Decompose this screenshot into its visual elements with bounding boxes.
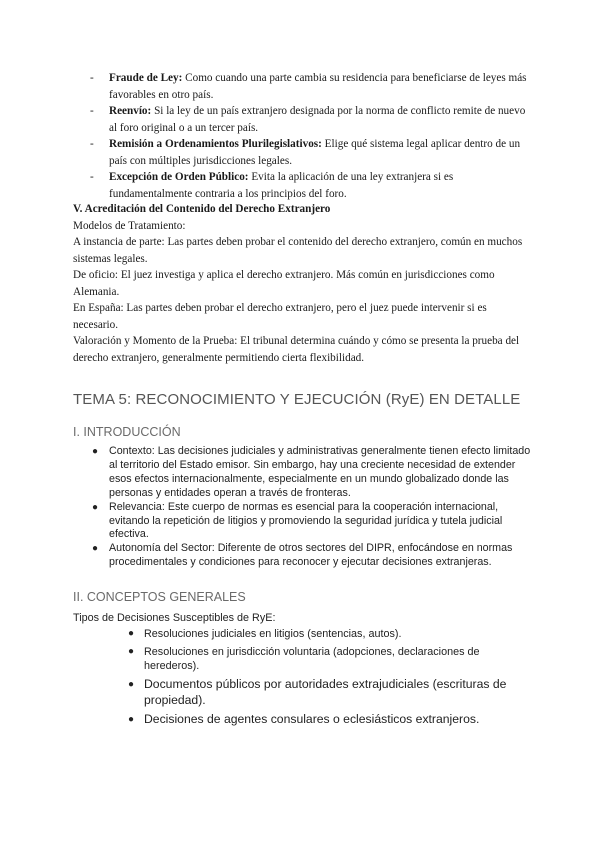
bullet-marker: ● (92, 543, 99, 555)
types-item-documentos (128, 677, 528, 708)
text-remision: Elige qué sistema legal aplicar dentro de un país con múltiples jurisdicciones legales. (109, 138, 521, 167)
dash-marker: - (90, 171, 94, 183)
paragraph-espana: En España: Las partes deben probar el derecho extranjero, pero el juez puede intervenir si es necesario. (73, 302, 487, 331)
types-item-text: Documentos públicos por autoridades extrajudiciales (escrituras de propiedad). (144, 677, 507, 707)
types-item-text: Decisiones de agentes consulares o eclesiásticos extranjeros. (144, 712, 480, 727)
intro-item-contexto (92, 445, 532, 501)
paragraph-oficio: De oficio: El juez investiga y aplica el derecho extranjero. Más común en jurisdicciones como Alemania. (73, 269, 495, 298)
dash-item-fraude (90, 70, 530, 103)
bullet-marker: ● (128, 646, 135, 657)
term-reenvio: Reenvío: (109, 105, 152, 117)
paragraph-instancia: A instancia de parte: Las partes deben probar el contenido del derecho extranjero, común en muchos sistemas legales. (73, 236, 523, 265)
intro-item-relevancia (92, 501, 532, 543)
intro-item-text: Relevancia: Este cuerpo de normas es esencial para la cooperación internacional, evitando la repetición de litigios y promoviendo la seguridad jurídica y tutela judicial efectiva. (109, 500, 503, 541)
bullet-marker: ● (128, 628, 135, 639)
dash-marker: - (90, 105, 94, 117)
bullet-marker: ● (128, 714, 135, 726)
section-v (73, 201, 533, 366)
dash-marker: - (90, 138, 94, 150)
intro-list (92, 445, 532, 570)
text-fraude: Como cuando una parte cambia su residencia para beneficiarse de leyes más favorables en otro país. (109, 72, 527, 101)
dash-item-excepcion (90, 169, 530, 202)
types-item-judiciales (128, 627, 528, 641)
bullet-marker: ● (92, 446, 99, 457)
dash-item-remision (90, 136, 530, 169)
text-excepcion: Evita la aplicación de una ley extranjera si es fundamentalmente contraria a los principios del foro. (109, 171, 454, 200)
bullet-marker: ● (128, 679, 135, 690)
term-excepcion: Excepción de Orden Público: (109, 171, 249, 183)
paragraph-valoracion: Valoración y Momento de la Prueba: El tribunal determina cuándo y cómo se presenta la prueba del derecho extranjero, generalmente permitiendo cierta flexibilidad. (73, 335, 520, 364)
text-reenvio: Si la ley de un país extranjero designada por la norma de conflicto remite de nuevo al foro original o a un tercer país. (109, 105, 526, 134)
section-v-heading: V. Acreditación del Contenido del Derecho Extranjero (73, 203, 331, 215)
tema5-title: TEMA 5: RECONOCIMIENTO Y EJECUCIÓN (RyE) EN DETALLE (73, 391, 521, 408)
intro-heading: I. INTRODUCCIÓN (73, 425, 181, 439)
intro-item-text: Autonomía del Sector: Diferente de otros sectores del DIPR, enfocándose en normas procedimentales y condiciones para reconocer y ejecutar decisiones extranjeras. (109, 542, 513, 569)
types-title: Tipos de Decisiones Susceptibles de RyE: (73, 612, 276, 624)
types-item-text: Resoluciones judiciales en litigios (sentencias, autos). (144, 628, 402, 640)
types-item-voluntaria (128, 645, 528, 673)
section-v-subheading: Modelos de Tratamiento: (73, 219, 186, 232)
bullet-marker: ● (92, 501, 99, 513)
dash-list (90, 70, 530, 202)
types-item-consulares (128, 712, 528, 728)
intro-item-autonomia (92, 542, 532, 570)
term-remision: Remisión a Ordenamientos Plurilegislativos: (109, 138, 322, 150)
term-fraude: Fraude de Ley: (109, 72, 183, 84)
general-heading: II. CONCEPTOS GENERALES (73, 590, 246, 604)
dash-item-reenvio (90, 103, 530, 136)
dash-marker: - (90, 72, 94, 84)
intro-item-text: Contexto: Las decisiones judiciales y administrativas generalmente tienen efecto limitado al territorio del Estado emisor. Sin embargo, hay una creciente necesidad de extender esos efectos internacionalmente, especialmente en un mundo globalizado donde las personas y entidades operan a través de fronteras. (109, 445, 531, 499)
types-item-text: Resoluciones en jurisdicción voluntaria (adopciones, declaraciones de herederos). (144, 646, 480, 672)
types-list (128, 627, 528, 728)
